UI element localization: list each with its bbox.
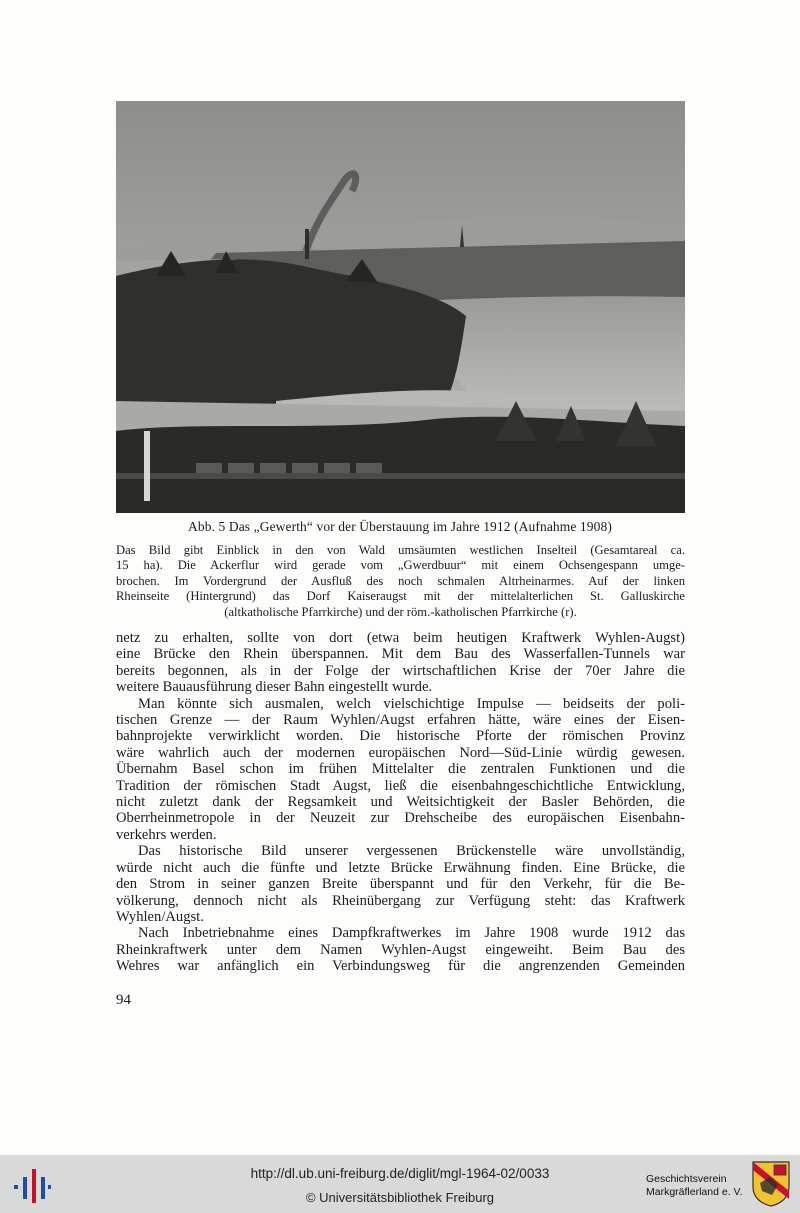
- society-crest-icon[interactable]: [752, 1161, 790, 1207]
- document-url-link[interactable]: http://dl.ub.uni-freiburg.de/diglit/mgl-1964-02/0033: [250, 1166, 550, 1181]
- text-line: Rheinkraftwerk unter dem Namen Wyhlen-Augst eingeweiht. Beim Bau des: [116, 941, 685, 958]
- text-line: Tradition der römischen Stadt Augst, ließ die eisenbahngeschichtliche Entwicklung,: [116, 777, 685, 794]
- text-line: Das historische Bild unserer vergessenen Brückenstelle wäre unvollständig,: [138, 843, 685, 860]
- text-line: bereits begonnen, als in der Folge der wirtschaftlichen Krise der 70er Jahre die: [116, 662, 685, 679]
- text-line: völkerung, dennoch nicht als Rheinübergang zur Verfügung steht: das Kraftwerk: [116, 892, 685, 909]
- society-name[interactable]: [646, 1173, 743, 1199]
- text-line: netz zu erhalten, sollte von dort (etwa beim heutigen Kraftwerk Wyhlen-Augst): [116, 630, 685, 646]
- text-line: eine Brücke den Rhein überspannen. Mit dem Bau des Wasserfallen-Tunnels war: [116, 646, 685, 663]
- text-line: Nach Inbetriebnahme eines Dampfkraftwerkes im Jahre 1908 wurde 1912 das: [138, 925, 685, 942]
- text-line: Wehres war anfänglich ein Verbindungsweg für die angrenzenden Gemeinden: [116, 958, 685, 975]
- caption-line: Rheinseite (Hintergrund) das Dorf Kaiseraugst mit der mittelalterlichen St. Galluskirche: [116, 589, 685, 604]
- copyright-text: © Universitätsbibliothek Freiburg: [305, 1190, 495, 1205]
- viewer-footer: [0, 1155, 800, 1213]
- text-line: bahnprojekte verwirklicht worden. Die historische Pforte der römischen Provinz: [116, 728, 685, 745]
- text-line: Man könnte sich ausmalen, welch vielschichtige Impulse — beidseits der poli-: [138, 695, 685, 712]
- figure-caption-title: Abb. 5 Das „Gewerth“ vor der Überstauung im Jahre 1912 (Aufnahme 1908): [188, 519, 612, 534]
- page-number: 94: [116, 992, 131, 1008]
- figure-caption-text: [116, 543, 685, 620]
- text-line: tischen Grenze — der Raum Wyhlen/Augst erfahren hätte, wäre eines der Eisen-: [116, 712, 685, 729]
- body-text: [116, 630, 685, 975]
- caption-line: Das Bild gibt Einblick in den von Wald umsäumten westlichen Inselteil (Gesamtareal ca.: [116, 543, 685, 557]
- text-line: den Strom in seiner ganzen Breite überspannt und für den Verkehr, für die Be-: [116, 876, 685, 893]
- text-line: Übernahm Basel schon im frühen Mittelalter die zentralen Funktionen und die: [116, 761, 685, 778]
- text-line: wäre wahrlich auch der modernen europäischen Nord—Süd-Linie würdig gewesen.: [116, 744, 685, 761]
- text-line: nicht zuletzt dank der Regsamkeit und Weitsichtigkeit der Basler Behörden, die: [116, 794, 685, 811]
- text-line: Wyhlen/Augst.: [116, 908, 204, 925]
- text-line: Oberrheinmetropole in der Neuzeit zur Drehscheibe des europäischen Eisenbahn-: [116, 810, 685, 827]
- caption-line: 15 ha). Die Ackerflur wird gerade vom „Gwerdbuur“ mit einem Ochsengespann umge-: [116, 558, 685, 573]
- society-name-line2: Markgräflerland e. V.: [646, 1186, 743, 1198]
- caption-line: (altkatholische Pfarrkirche) und der röm.-katholischen Pfarrkirche (r).: [224, 604, 577, 619]
- society-name-line1: Geschichtsverein: [646, 1173, 727, 1185]
- river-landscape-photo: [116, 101, 685, 513]
- text-line: weitere Bauausführung dieser Bahn eingestellt wurde.: [116, 679, 433, 696]
- caption-line: brochen. Im Vordergrund der Ausfluß des noch schmalen Altrheinarmes. Auf der linken: [116, 573, 685, 588]
- text-line: verkehrs werden.: [116, 826, 217, 843]
- text-line: würde nicht auch die fünfte und letzte Brücke Erwähnung finden. Eine Brücke, die: [116, 859, 685, 876]
